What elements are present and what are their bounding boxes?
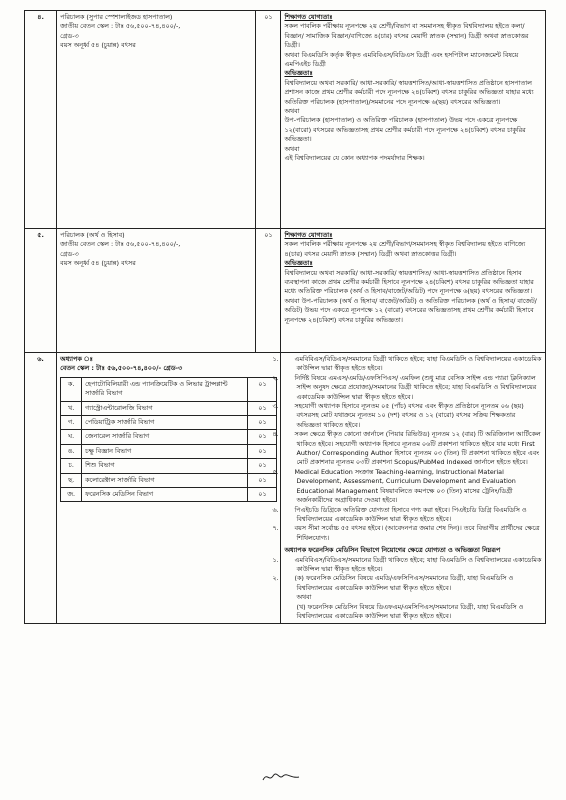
criteria-text: Medical Education সংক্রান্ত Teaching-learning, Instructional Material Development, Assessment, Curriculum Development and Evaluation Educational Management বিষয়াবলিতে কমপক্ষে ০৩ (তিন) মাসের ট্রেনিং/ডিগ্রী অর্জনকারীদের অগ্রাধিকার দেওয়া হইবে। [294, 467, 516, 505]
department-row [61, 401, 277, 415]
serial-number: ৬. [37, 355, 44, 363]
experience-heading: অভিজ্ঞতাঃ [284, 259, 313, 268]
department-letter: খ. [61, 401, 82, 415]
pay-scale: বেতন স্কেল : টাঃ ৫৬,৫০০-৭৪,৪০০/- গ্রেড-৩ [60, 364, 183, 373]
criteria-number: ৭. [272, 524, 279, 533]
age-limit: বয়স অনূর্ধ্ব ৫৪ (চুয়ান্ন) বৎসর [60, 41, 136, 50]
criteria-text: নির্দিষ্ট বিষয়ে এমএস/এমডি/এফসিপিএস/ এমফিল (শুধু মাত্র বেসিক সাইন্স এন্ড প্যারা ক্লিনিক্যাল সাইন্স অনুষদ ক্ষেত্রে প্রযোজ্য)/সমমানের ডিগ্রী থাকিতে হইবে; যাহা বিএমডিসি ও বিশ্ববিদ্যালয়ের একাডেমিক কাউন্সিল দ্বারা স্বীকৃত হইতে হইবে। [294, 373, 537, 401]
grade: গ্রেড-৩ [60, 249, 79, 258]
table-row [25, 353, 546, 624]
forensic-number: ২. [272, 574, 279, 583]
criteria-number: ৬. [272, 505, 279, 514]
criteria-text: পিএইচডি ডিগ্রিকে অতিরিক্ত যোগ্যতা হিসাবে গণ্য করা হইবে। পিএইচডি ডিগ্রি বিএমডিসি ও বিশ্ববিদ্যালয়ের একাডেমিক কাউন্সিল দ্বারা স্বীকৃত হইতে হইবে। [294, 505, 527, 523]
criteria-item [272, 505, 542, 525]
post-cell [57, 229, 256, 353]
criteria-item [272, 355, 542, 374]
criteria-item [272, 430, 542, 468]
post-cell [57, 353, 281, 624]
department-name: পেডিয়াট্রিক সার্জারি বিভাগ [82, 416, 248, 430]
department-name: গ্যাস্ট্রোএন্টারোলজি বিভাগ [82, 401, 248, 415]
department-count: ০১ [248, 430, 277, 444]
experience-alt: উপ-পরিচালক (হাসপাতাল) ও অতিরিক্ত পরিচালক (হাসপাতাল) উভয় পদে একত্রে ন্যূনপক্ষে ১২(বারো) বৎসরের অভিজ্ঞতাসহ প্রথম শ্রেণীর কর্মচারী পদে ন্যূনপক্ষে ২৪(চব্বিশ) বৎসর চাকুরির অভিজ্ঞতা। [284, 116, 526, 144]
pay-scale: জাতীয় বেতন স্কেল : টাঃ ৫৬,৫০০-৭৪,৪০০/-, [60, 22, 181, 31]
experience-heading: অভিজ্ঞতাঃ [284, 69, 313, 78]
criteria-text: বয়স সীমা সর্বোচ্চ ৫৫ বৎসর হইবে। (আবেদনপত্র জমার শেষ দিন)। তবে বিভাগীয় প্রার্থীদের ক্ষেত্রে শিথিলযোগ্য। [294, 524, 540, 542]
post-count [256, 11, 281, 229]
criteria-number: ২. [272, 373, 279, 382]
serial-cell [25, 229, 57, 353]
experience-last: এই বিশ্ববিদ্যালয়ের যে কোন অধ্যাপক পদমর্যাদার শিক্ষক। [284, 154, 425, 163]
department-letter: ঙ. [61, 444, 82, 458]
experience-alt: অথবা উপ-পরিচালক (অর্থ ও হিসাব/ বাজেট/অডিট) ও অতিরিক্ত পরিচালক (অর্থ ও হিসাব/ বাজেট/অডিট) উভয় পদে একত্রে ন্যূনপক্ষে ১২ (বারো) বৎসরের অভিজ্ঞতাসহ প্রথম শ্রেণীর কর্মচারী হিসাবে ন্যূনপক্ষে ২৪(চব্বিশ) বৎসর চাকুরির অভিজ্ঞতা। [284, 296, 537, 324]
department-letter: ক. [61, 377, 82, 401]
table-row [25, 229, 546, 353]
criteria-item [272, 402, 542, 430]
department-letter: চ. [61, 459, 82, 473]
forensic-number: ১. [272, 555, 279, 564]
forensic-text: (ক) ফরেনসিক মেডিসিন বিষয়ে এমডি/এফসিপিএস/সমমানের ডিগ্রী, যাহা বিএমডিসি ও বিশ্ববিদ্যালয়ের একাডেমিক কাউন্সিল দ্বারা স্বীকৃত হইতে হইবে। [294, 574, 514, 592]
grade: গ্রেড-৩ [60, 31, 79, 40]
age-limit: বয়স অনূর্ধ্ব ৫৪ (চুয়ান্ন) বৎসর [60, 259, 136, 268]
forensic-item [272, 555, 542, 575]
serial-cell [25, 11, 57, 229]
forensic-text: এমবিবিএস/বিডিএস/সমমানের ডিগ্রী থাকিতে হইবে; যাহা বিএমডিসি ও বিশ্ববিদ্যালয়ের একাডেমিক কাউন্সিল দ্বারা স্বীকৃত হইতে হইবে। [294, 555, 542, 573]
qualification-alt: অথবা বিএমডিসি কর্তৃক স্বীকৃত এমবিবিএস/বিডিএস ডিগ্রী এবং হসপিটাল ম্যানেজমেন্ট বিষয়ে এমপিএইচ ডিগ্রী [284, 50, 519, 69]
or-label: অথবা [296, 593, 312, 602]
or-label: অথবা [284, 144, 300, 153]
serial-number: ৫. [37, 231, 44, 239]
experience-text: বিশ্ববিদ্যালয়ে অথবা সরকারি/ আধা-সরকারি/ স্বায়ত্তশাসিত/আধা-স্বায়ত্তশাসিত প্রতিষ্ঠানে হাসপাতাল প্রশাসন কাজে প্রথম শ্রেণীর কর্মচারী পদে ন্যূনপক্ষে ২৪(চব্বিশ) বৎসর চাকুরির অভিজ্ঞতা যাহার মধ্যে অতিরিক্ত পরিচালক (হাসপাতাল)/সমমানের পদে ন্যূনপক্ষে ৬(ছয়) বৎসরের অভিজ্ঞতা। [284, 78, 534, 106]
requirements-cell [281, 11, 546, 229]
department-list [60, 377, 277, 503]
criteria-number: ৫. [272, 467, 279, 476]
department-row [61, 473, 277, 487]
department-name: শিশু বিভাগ [82, 459, 248, 473]
forensic-heading: অধ্যাপক ফরেনসিক মেডিসিন বিভাগে নিয়োগের ক্ষেত্রে যোগ্যতা ও অভিজ্ঞতা নিম্নরূপ [284, 546, 501, 555]
qualification-text: সকল পাবলিক পরীক্ষায় ন্যূনপক্ষে ২য় শ্রেণী/বিভাগ/সমমানসহ স্বীকৃত বিশ্ববিদ্যালয় হইতে বাণিজ্যে ৪(চার) বৎসর মেয়াদী স্নাতক (সম্মান) ডিগ্রী অথবা স্নাতকোত্তর ডিগ্রী। [284, 240, 526, 258]
criteria-number: ১. [272, 355, 279, 363]
requirements-cell [281, 229, 546, 353]
count-value: ০১ [264, 13, 273, 21]
criteria-number: ৩. [272, 402, 279, 411]
department-count: ০১ [248, 416, 277, 430]
department-row [61, 444, 277, 458]
or-label: অথবা [284, 107, 300, 116]
post-cell [57, 11, 256, 229]
forensic-criteria [272, 555, 542, 594]
department-name: কলোরেক্টাল সার্জারি বিভাগ [82, 473, 248, 487]
criteria-text: এমবিবিএস/বিডিএস/সমমানের ডিগ্রী থাকিতে হইবে; যাহা বিএমডিসি ও বিশ্ববিদ্যালয়ের একাডেমিক কাউন্সিল দ্বারা স্বীকৃত হইতে হইবে। [294, 355, 542, 373]
table-row [25, 11, 546, 229]
department-row [61, 416, 277, 430]
department-row [61, 459, 277, 473]
department-name: ফরেনসিক মেডিসিন বিভাগ [82, 488, 248, 502]
criteria-item [272, 373, 542, 402]
department-letter: গ. [61, 416, 82, 430]
recruitment-table [24, 10, 546, 624]
serial-cell [25, 353, 57, 624]
forensic-alt: (খ) ফরেনসিক মেডিসিন বিষয়ে ডিএফএম/এমসিপিএস/সমমানের ডিগ্রী, যাহা বিএমডিসি ও বিশ্ববিদ্যালয়ের একাডেমিক কাউন্সিল দ্বারা স্বীকৃত হইতে হইবে। [296, 602, 524, 620]
experience-text: বিশ্ববিদ্যালয়ে অথবা সরকারি/ আধা-সরকারি/ স্বায়ত্তশাসিত/ আধা-স্বায়ত্তশাসিত প্রতিষ্ঠানে হিসাব ব্যবস্থাপনা কাজে প্রথম শ্রেণীর কর্মচারী হিসাবে ন্যূনপক্ষে ২৪(চব্বিশ) বৎসর চাকুরির অভিজ্ঞতা যাহার মধ্যে অতিরিক্ত পরিচালক (অর্থ ও হিসাব/বাজেট/অডিট) পদে ন্যূনপক্ষে ৬(ছয়) বৎসরের অভিজ্ঞতা। [284, 268, 534, 296]
department-letter: ঘ. [61, 430, 82, 444]
post-title: পরিচালক (অর্থ ও হিসাব) [60, 231, 125, 239]
department-row [61, 377, 277, 401]
department-row [61, 488, 277, 502]
qualification-heading: শিক্ষাগত যোগ্যতাঃ [284, 13, 333, 21]
department-name: চক্ষু বিজ্ঞান বিভাগ [82, 444, 248, 458]
department-count: ০১ [248, 377, 277, 401]
department-count: ০১ [248, 459, 277, 473]
count-value: ০১ [264, 231, 273, 239]
qualification-text: সকল পাবলিক পরীক্ষায় ন্যূনপক্ষে ২য় শ্রেণী/বিভাগ বা সমমানসহ স্বীকৃত বিশ্ববিদ্যালয় হইতে কলা/বিজ্ঞান/ সামাজিক বিজ্ঞান/বাণিজ্যে ৪(চার) বৎসর মেয়াদী স্নাতক (সম্মান) ডিগ্রী অথবা স্নাতকোত্তর ডিগ্রী। [284, 22, 529, 50]
department-name: হেপাটোবিলিয়ারী এন্ড প্যানক্রিয়েটিক ও লিভার ট্রান্সপ্লান্ট সার্জারি বিভাগ [82, 377, 248, 401]
criteria-item [272, 467, 542, 506]
department-count: ০১ [248, 401, 277, 415]
pay-scale: জাতীয় বেতন স্কেল : টাঃ ৫৬,৫০০-৭৪,৪০০/-, [60, 240, 181, 249]
department-name: জেনারেল সার্জারি বিভাগ [82, 430, 248, 444]
qualification-heading: শিক্ষাগত যোগ্যতাঃ [284, 231, 333, 239]
post-title: অধ্যাপক ঃ [60, 355, 93, 363]
post-title: পরিচালক (সুপার স্পেশালাইজড হাসপাতাল) [60, 13, 173, 21]
criteria-text: সহযোগী অধ্যাপক হিসাবে ন্যূনতম ০৫ (পাঁচ) বৎসর এবং স্বীকৃত প্রতিষ্ঠানে ন্যূনতম ০৬ (ছয়) বৎসরসহ মোট যথাক্রমে ন্যূনতম ১০ (দশ) বৎসর ও ১২ (বারো) বৎসর সক্রিয় শিক্ষকতার অভিজ্ঞতা থাকিতে হইবে। [294, 402, 524, 429]
forensic-item [272, 574, 542, 593]
department-count: ০১ [248, 444, 277, 458]
department-count: ০১ [248, 473, 277, 487]
criteria-text: সকল ক্ষেত্রে স্বীকৃত কোনো জার্নালে (পিয়ার রিভিউড) ন্যূনতম ১২ (বার) টি অরিজিনাল আর্টিকেল থাকিতে হইবে। সহযোগী অধ্যাপক হিসাবে ন্যূনতম ০৬টি প্রকাশনা থাকিতে হইবে যার মধ্যে First Author/ Corresponding Author হিসাবে ন্যূনতম ০৩ (তিন) টি প্রকাশনা থাকিতে হইবে এবং মোট প্রকাশনার ন্যূনতম ০৩টি প্রকাশনা Scopus/PubMed Indexed জার্নালে হইতে হইবে। [294, 430, 541, 467]
criteria-list [272, 355, 542, 543]
serial-number: ৪. [37, 13, 44, 21]
requirements-cell [272, 353, 546, 624]
criteria-item [272, 524, 542, 543]
department-letter: ছ. [61, 473, 82, 487]
department-count: ০১ [248, 488, 277, 502]
department-letter: জ. [61, 488, 82, 502]
department-row [61, 430, 277, 444]
signature-mark [261, 770, 301, 784]
criteria-number: ৪. [272, 430, 279, 439]
post-count [256, 229, 281, 353]
